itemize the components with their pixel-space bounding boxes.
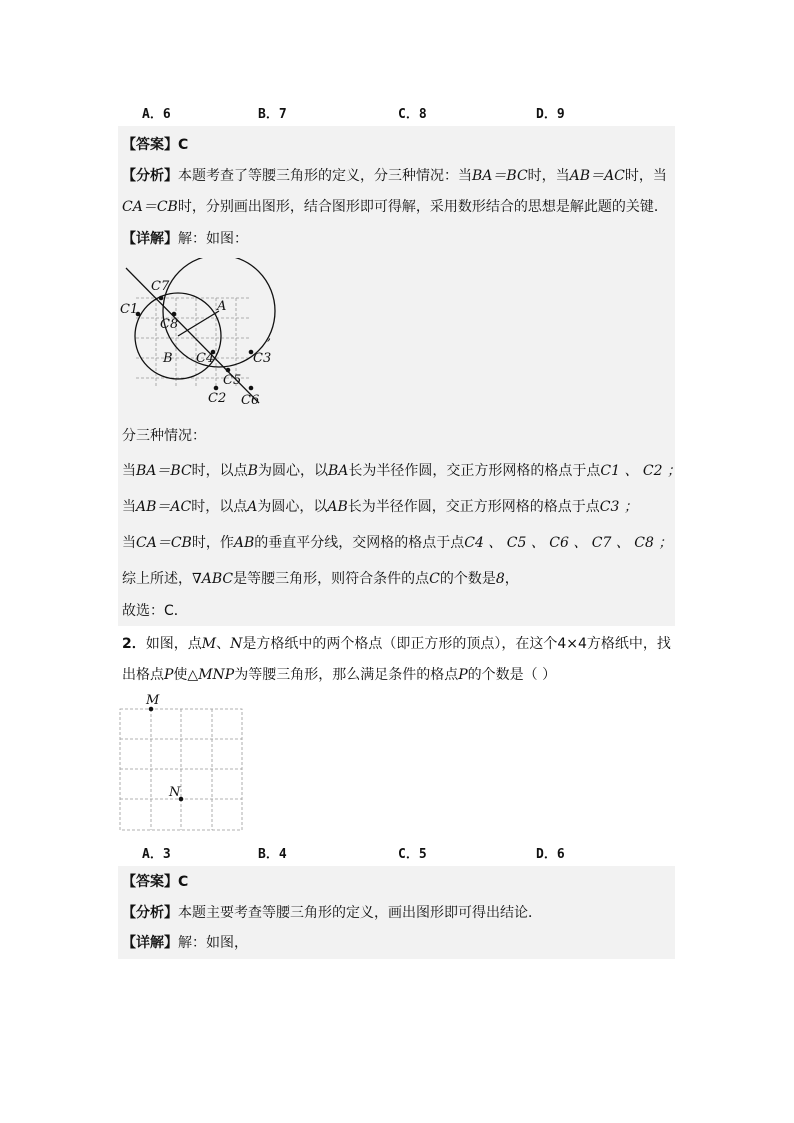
math-expr: BA — [327, 463, 349, 479]
answer-value: C — [178, 137, 189, 153]
math-expr: C — [429, 571, 440, 587]
q1-summary — [122, 569, 519, 589]
analysis-text: 时，当 — [527, 168, 570, 184]
text: 、 — [216, 636, 231, 652]
math-expr: P — [164, 667, 174, 683]
math-expr: △MNP — [187, 667, 235, 683]
math-expr: CA＝CB — [122, 199, 178, 215]
text: 方格纸中，找 — [586, 636, 671, 652]
text: 当 — [122, 535, 136, 551]
math-expr: B — [247, 463, 258, 479]
math-expr: BA＝BC — [136, 463, 192, 479]
label-b: B — [163, 351, 173, 366]
label-m: M — [146, 693, 160, 708]
analysis-text: 本题考查了等腰三角形的定义，分三种情况：当 — [178, 168, 472, 184]
text: 长为半径作圆，交正方形网格的格点于点 — [348, 463, 601, 479]
q1-option-c: C．8 — [398, 107, 427, 122]
analysis-tag: 【分析】 — [122, 905, 178, 921]
math-expr: C3 ； — [599, 499, 638, 515]
q1-figure — [116, 258, 286, 408]
q2-answer-line — [122, 872, 188, 892]
math-expr: A — [247, 499, 258, 515]
point-c7 — [159, 296, 164, 301]
q1-choose: 故选：C． — [122, 603, 188, 619]
answer-value: C — [178, 874, 189, 890]
math-expr: CA＝CB — [136, 535, 192, 551]
text: ， — [504, 571, 519, 587]
q2-analysis-line — [122, 903, 542, 923]
q2-figure — [116, 690, 248, 835]
text: 时，作 — [191, 535, 234, 551]
text: 综上所述， — [122, 571, 192, 587]
analysis-tag: 【分析】 — [122, 168, 178, 184]
text: 当 — [122, 463, 136, 479]
label-c8: C8 — [160, 317, 179, 332]
label-c5: C5 — [223, 373, 242, 388]
point-c6 — [249, 386, 254, 391]
math-expr: 4×4 — [557, 636, 587, 652]
q2-option-b: B．4 — [258, 847, 287, 862]
q1-detail-line — [122, 229, 248, 249]
q1-case-1 — [122, 461, 681, 481]
label-comma: , — [267, 329, 272, 344]
math-expr: P — [458, 667, 468, 683]
label-c2: C2 — [208, 391, 227, 406]
text: 如图，点 — [145, 636, 202, 652]
grid — [120, 709, 242, 830]
point-c5 — [226, 368, 231, 373]
math-expr: AB — [327, 499, 348, 515]
math-expr: N — [230, 636, 243, 652]
analysis-text: 时，当 — [624, 168, 667, 184]
q2-stem-line-1 — [122, 634, 671, 654]
question-number: 2． — [122, 636, 146, 652]
q1-case-3 — [122, 533, 672, 553]
text: 出格点 — [122, 667, 164, 683]
detail-tag: 【详解】 — [122, 231, 178, 247]
text: 长为半径作圆，交正方形网格的格点于点 — [347, 499, 600, 515]
point-c2 — [214, 386, 219, 391]
text: 的垂直平分线，交网格的格点于点 — [254, 535, 465, 551]
label-c4: C4 — [196, 351, 215, 366]
detail-text: 解：如图， — [178, 935, 248, 951]
q1-option-a: A．6 — [142, 107, 171, 122]
q1-analysis-line-1 — [122, 166, 667, 186]
label-c6: C6 — [241, 393, 260, 408]
text: 当 — [122, 499, 136, 515]
label-c7: C7 — [151, 279, 170, 294]
math-expr: C1 、 C2 ； — [600, 463, 681, 479]
q2-detail-line — [122, 933, 248, 953]
q2-option-d: D．6 — [536, 847, 565, 862]
answer-tag: 【答案】 — [122, 874, 178, 890]
math-expr: ∇ABC — [192, 571, 234, 587]
q1-option-d: D．9 — [536, 107, 565, 122]
q2-stem-line-2 — [122, 665, 556, 685]
q2-option-a: A．3 — [142, 847, 171, 862]
text: 是方格纸中的两个格点（即正方形的顶点），在这个 — [242, 636, 558, 652]
q1-cases-title: 分三种情况： — [122, 428, 206, 444]
point-c8 — [172, 312, 177, 317]
text: 时，以点 — [191, 463, 248, 479]
math-expr: BA＝BC — [472, 168, 528, 184]
text: 使 — [173, 667, 188, 683]
analysis-text: 本题主要考查等腰三角形的定义，画出图形即可得出结论． — [178, 905, 542, 921]
math-expr: M — [201, 636, 217, 652]
text: 为圆心，以 — [257, 463, 328, 479]
text: 为等腰三角形，那么满足条件的格点 — [234, 667, 459, 683]
text: 的个数是（ ） — [467, 667, 557, 683]
q1-option-b: B．7 — [258, 107, 287, 122]
q2-option-c: C．5 — [398, 847, 427, 862]
analysis-text: 时，分别画出图形，结合图形即可得解，采用数形结合的思想是解此题的关键． — [177, 199, 668, 215]
label-c3: C3 — [253, 351, 272, 366]
q1-analysis-line-2 — [122, 197, 668, 217]
answer-tag: 【答案】 — [122, 137, 178, 153]
q1-answer-line — [122, 135, 188, 155]
math-expr: C4 、 C5 、 C6 、 C7 、 C8 ； — [464, 535, 673, 551]
segment-ab — [178, 311, 219, 336]
text: 的个数是 — [439, 571, 496, 587]
label-c1: C1 — [120, 302, 139, 317]
math-expr: AB — [233, 535, 255, 551]
text: 时，以点 — [191, 499, 248, 515]
detail-text: 解：如图： — [178, 231, 248, 247]
q1-case-2 — [122, 497, 638, 517]
label-n: N — [169, 785, 181, 800]
text: 为圆心，以 — [257, 499, 328, 515]
label-a: A — [217, 299, 227, 314]
text: 是等腰三角形，则符合条件的点 — [233, 571, 430, 587]
math-expr: AB＝AC — [569, 168, 625, 184]
math-expr: AB＝AC — [136, 499, 192, 515]
math-expr: 8 — [495, 571, 505, 587]
detail-tag: 【详解】 — [122, 935, 178, 951]
